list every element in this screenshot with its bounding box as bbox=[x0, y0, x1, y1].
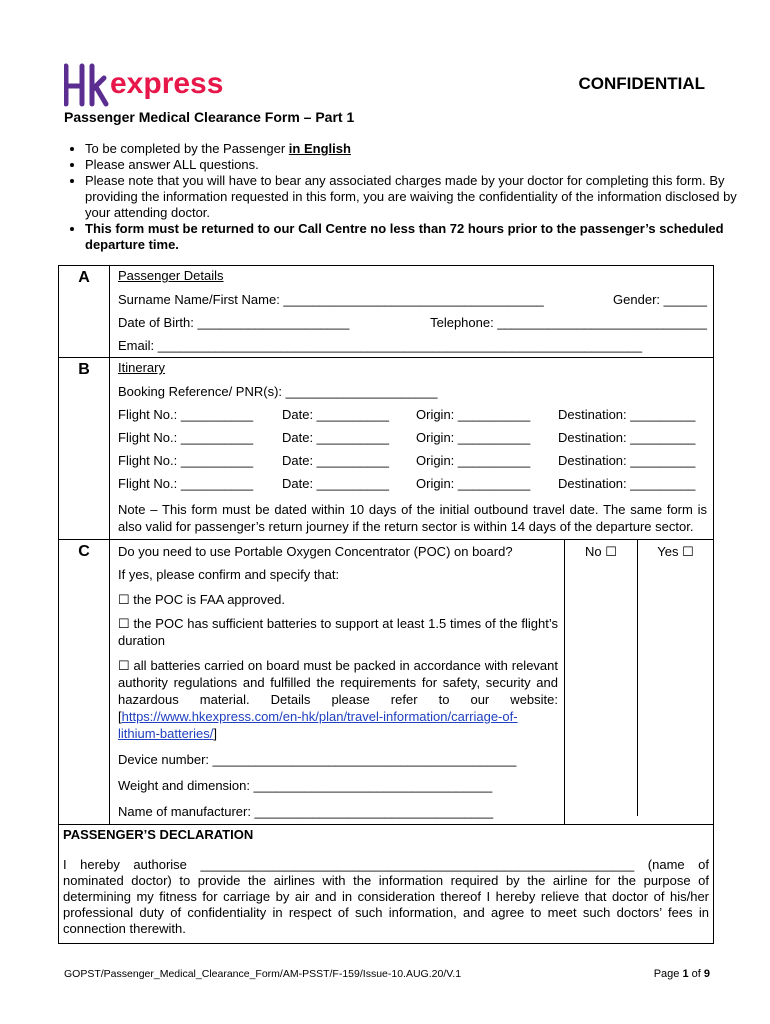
origin-field[interactable]: Origin: __________ bbox=[416, 407, 531, 422]
svg-text:express: express bbox=[110, 67, 224, 100]
instruction-item: • Please answer ALL questions. bbox=[85, 157, 737, 173]
declaration-text: I hereby authorise ____________________________________________________________ (name of nominated doctor) to provide the airlines with the information required by the airline for the purpose of determining my fitness for carriage by air and in consideration thereof I hereby relieve that doctor of his/her professional duty of confidentiality in respect of such information, and agree to meet such doctors’ fees in connection therewith. bbox=[63, 857, 709, 936]
poc-answer-cell bbox=[565, 540, 714, 825]
instruction-item: • This form must be returned to our Call Centre no less than 72 hours prior to the passenger’s scheduled departure time. bbox=[85, 221, 737, 253]
destination-field[interactable]: Destination: _________ bbox=[558, 407, 696, 422]
email-field[interactable]: Email: ___________________________________________________________________ bbox=[118, 338, 643, 353]
poc-yes-checkbox[interactable]: Yes ☐ bbox=[657, 544, 694, 559]
date-field[interactable]: Date: __________ bbox=[282, 407, 389, 422]
flight-row bbox=[118, 472, 707, 495]
dob-field[interactable]: Date of Birth: _____________________ bbox=[118, 315, 350, 330]
telephone-field[interactable]: Telephone: _____________________________ bbox=[430, 315, 707, 330]
form-reference: GOPST/Passenger_Medical_Clearance_Form/AM-PSST/F-159/Issue-10.AUG.20/V.1 bbox=[64, 968, 462, 980]
origin-field[interactable]: Origin: __________ bbox=[416, 453, 531, 468]
hk-express-logo bbox=[64, 60, 249, 108]
itinerary-note: Note – This form must be dated within 10 days of the initial outbound travel date. The same form is also valid for passenger’s return journey if the return sector is within 14 days of the departure sector. bbox=[118, 502, 707, 534]
confidential-label: CONFIDENTIAL bbox=[578, 74, 705, 93]
date-field[interactable]: Date: __________ bbox=[282, 430, 389, 445]
flight-row bbox=[118, 426, 707, 449]
section-b-content bbox=[110, 358, 714, 540]
instruction-item: • Please note that you will have to bear any associated charges made by your doctor for completing this form. By providing the information requested in this form, you are waiving the confidentiality of the information disclosed by your attending doctor. bbox=[85, 173, 737, 221]
origin-field[interactable]: Origin: __________ bbox=[416, 476, 531, 491]
flight-row bbox=[118, 449, 707, 472]
section-c-label: C bbox=[59, 540, 110, 825]
lithium-batteries-link[interactable]: https://www.hkexpress.com/en-hk/plan/travel-information/carriage-of-lithium-batteries/ bbox=[118, 709, 518, 741]
destination-field[interactable]: Destination: _________ bbox=[558, 453, 696, 468]
destination-field[interactable]: Destination: _________ bbox=[558, 476, 696, 491]
flight-no-field[interactable]: Flight No.: __________ bbox=[118, 476, 254, 491]
flight-no-field[interactable]: Flight No.: __________ bbox=[118, 407, 254, 422]
weight-dimension-field[interactable]: Weight and dimension: _________________________________ bbox=[118, 778, 493, 793]
poc-battery-checkbox[interactable]: ☐ the POC has sufficient batteries to support at least 1.5 times of the flight’s duration bbox=[118, 616, 558, 648]
flight-row bbox=[118, 403, 707, 426]
poc-packing-checkbox[interactable]: ☐ all batteries carried on board must be packed in accordance with relevant authority regulations and fulfilled the requirements for safety, security and hazardous material. Details please refer to our website: [https://www.hkexpress.com/en-hk/plan/travel-information/carriage-of-lithium-batteries/] bbox=[118, 658, 558, 741]
itinerary-heading: Itinerary bbox=[118, 360, 165, 375]
instructions-list bbox=[62, 141, 737, 253]
section-c-content bbox=[110, 540, 565, 825]
form-title: Passenger Medical Clearance Form – Part 1 bbox=[64, 109, 355, 125]
manufacturer-field[interactable]: Name of manufacturer: _________________________________ bbox=[118, 804, 494, 819]
flight-no-field[interactable]: Flight No.: __________ bbox=[118, 453, 254, 468]
section-a-content bbox=[110, 266, 714, 358]
form-table bbox=[58, 265, 714, 944]
poc-confirm-text: If yes, please confirm and specify that: bbox=[118, 567, 340, 582]
section-a-label: A bbox=[59, 266, 110, 358]
destination-field[interactable]: Destination: _________ bbox=[558, 430, 696, 445]
booking-reference-field[interactable]: Booking Reference/ PNR(s): _____________________ bbox=[118, 384, 438, 399]
section-b-label: B bbox=[59, 358, 110, 540]
device-number-field[interactable]: Device number: __________________________________________ bbox=[118, 752, 517, 767]
poc-no-checkbox[interactable]: No ☐ bbox=[565, 540, 638, 816]
origin-field[interactable]: Origin: __________ bbox=[416, 430, 531, 445]
date-field[interactable]: Date: __________ bbox=[282, 476, 389, 491]
date-field[interactable]: Date: __________ bbox=[282, 453, 389, 468]
page-number: Page 1 of 9 bbox=[653, 968, 710, 980]
passenger-details-heading: Passenger Details bbox=[118, 268, 224, 283]
surname-field[interactable]: Surname Name/First Name: ____________________________________ bbox=[118, 292, 544, 307]
poc-question: Do you need to use Portable Oxygen Concentrator (POC) on board? bbox=[118, 544, 513, 559]
instruction-item: • To be completed by the Passenger in English bbox=[85, 141, 737, 157]
flight-no-field[interactable]: Flight No.: __________ bbox=[118, 430, 254, 445]
declaration-section bbox=[59, 825, 714, 944]
gender-field[interactable]: Gender: ______ bbox=[613, 292, 707, 307]
declaration-title: PASSENGER’S DECLARATION bbox=[63, 827, 254, 842]
poc-faa-checkbox[interactable]: ☐ the POC is FAA approved. bbox=[118, 592, 286, 607]
